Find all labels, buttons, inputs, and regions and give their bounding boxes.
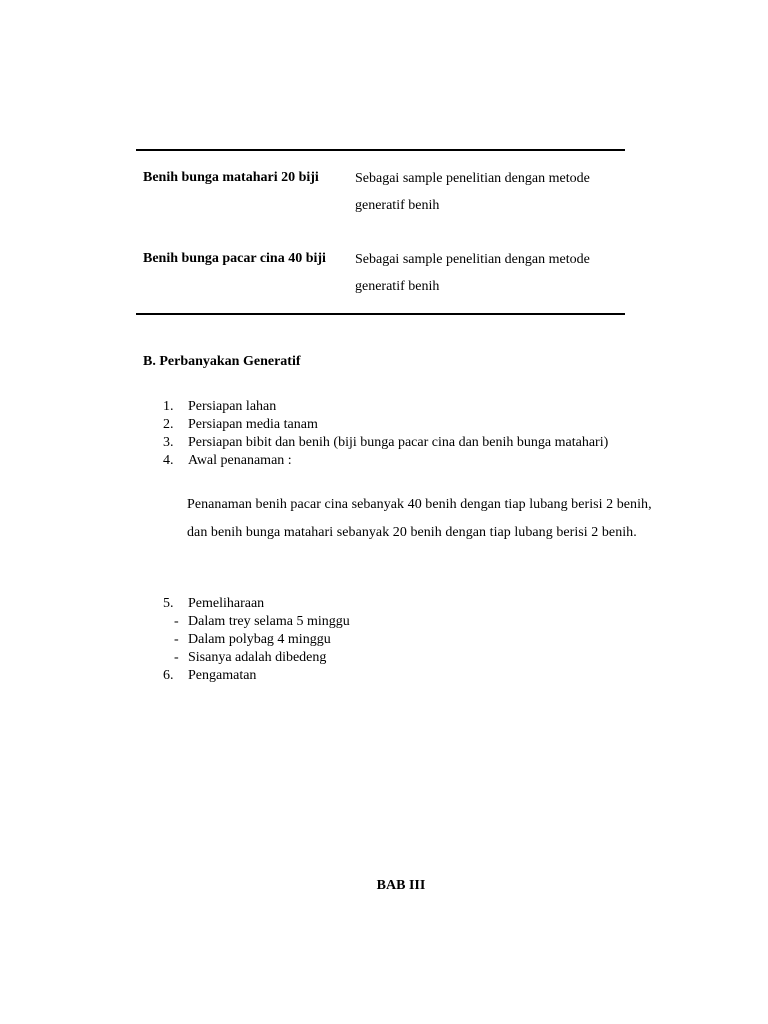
list-item-text: Persiapan media tanam: [188, 417, 318, 432]
list-item: [163, 595, 350, 613]
list-item-text: Awal penanaman :: [188, 453, 292, 468]
sub-list-item-text: Dalam trey selama 5 minggu: [188, 614, 350, 629]
list-item: [163, 434, 608, 452]
table-cell-description: Sebagai sample penelitian dengan metode generatif benih: [355, 252, 590, 294]
list-number: 2.: [163, 417, 174, 432]
table-cell-item: Benih bunga matahari 20 biji: [143, 170, 319, 185]
list-item: [163, 452, 608, 470]
sub-list-item: [163, 613, 350, 631]
dash-marker: -: [174, 650, 179, 665]
table-row: [143, 250, 625, 300]
list-item-text: Pemeliharaan: [188, 596, 265, 611]
list-item-text: Pengamatan: [188, 668, 257, 683]
list-number: 3.: [163, 435, 174, 450]
chapter-heading: BAB III: [376, 878, 426, 893]
list-item-text: Persiapan lahan: [188, 399, 277, 414]
list-number: 5.: [163, 596, 174, 611]
sub-list-item-text: Dalam polybag 4 minggu: [188, 632, 331, 647]
table-bottom-rule: [136, 313, 625, 315]
table-top-rule: [136, 149, 625, 151]
list-number: 6.: [163, 668, 174, 683]
list-item: [163, 416, 608, 434]
planting-paragraph: Penanaman benih pacar cina sebanyak 40 benih dengan tiap lubang berisi 2 benih, dan benih bunga matahari sebanyak 20 benih dengan tiap lubang berisi 2 benih.: [187, 497, 652, 540]
list-item: [163, 398, 608, 416]
sub-list-item: [163, 631, 350, 649]
table-row: [143, 169, 625, 219]
sub-list-item-text: Sisanya adalah dibedeng: [188, 650, 327, 665]
list-item: [163, 667, 350, 685]
section-heading: B. Perbanyakan Generatif: [143, 354, 301, 369]
list-number: 1.: [163, 399, 174, 414]
list-number: 4.: [163, 453, 174, 468]
steps-list-continued: [163, 595, 350, 685]
sub-list-item: [163, 649, 350, 667]
list-item-text: Persiapan bibit dan benih (biji bunga pacar cina dan benih bunga matahari): [188, 435, 609, 450]
table-cell-description: Sebagai sample penelitian dengan metode generatif benih: [355, 171, 590, 213]
steps-list: [163, 398, 608, 470]
dash-marker: -: [174, 632, 179, 647]
table-cell-item: Benih bunga pacar cina 40 biji: [143, 251, 326, 266]
dash-marker: -: [174, 614, 179, 629]
